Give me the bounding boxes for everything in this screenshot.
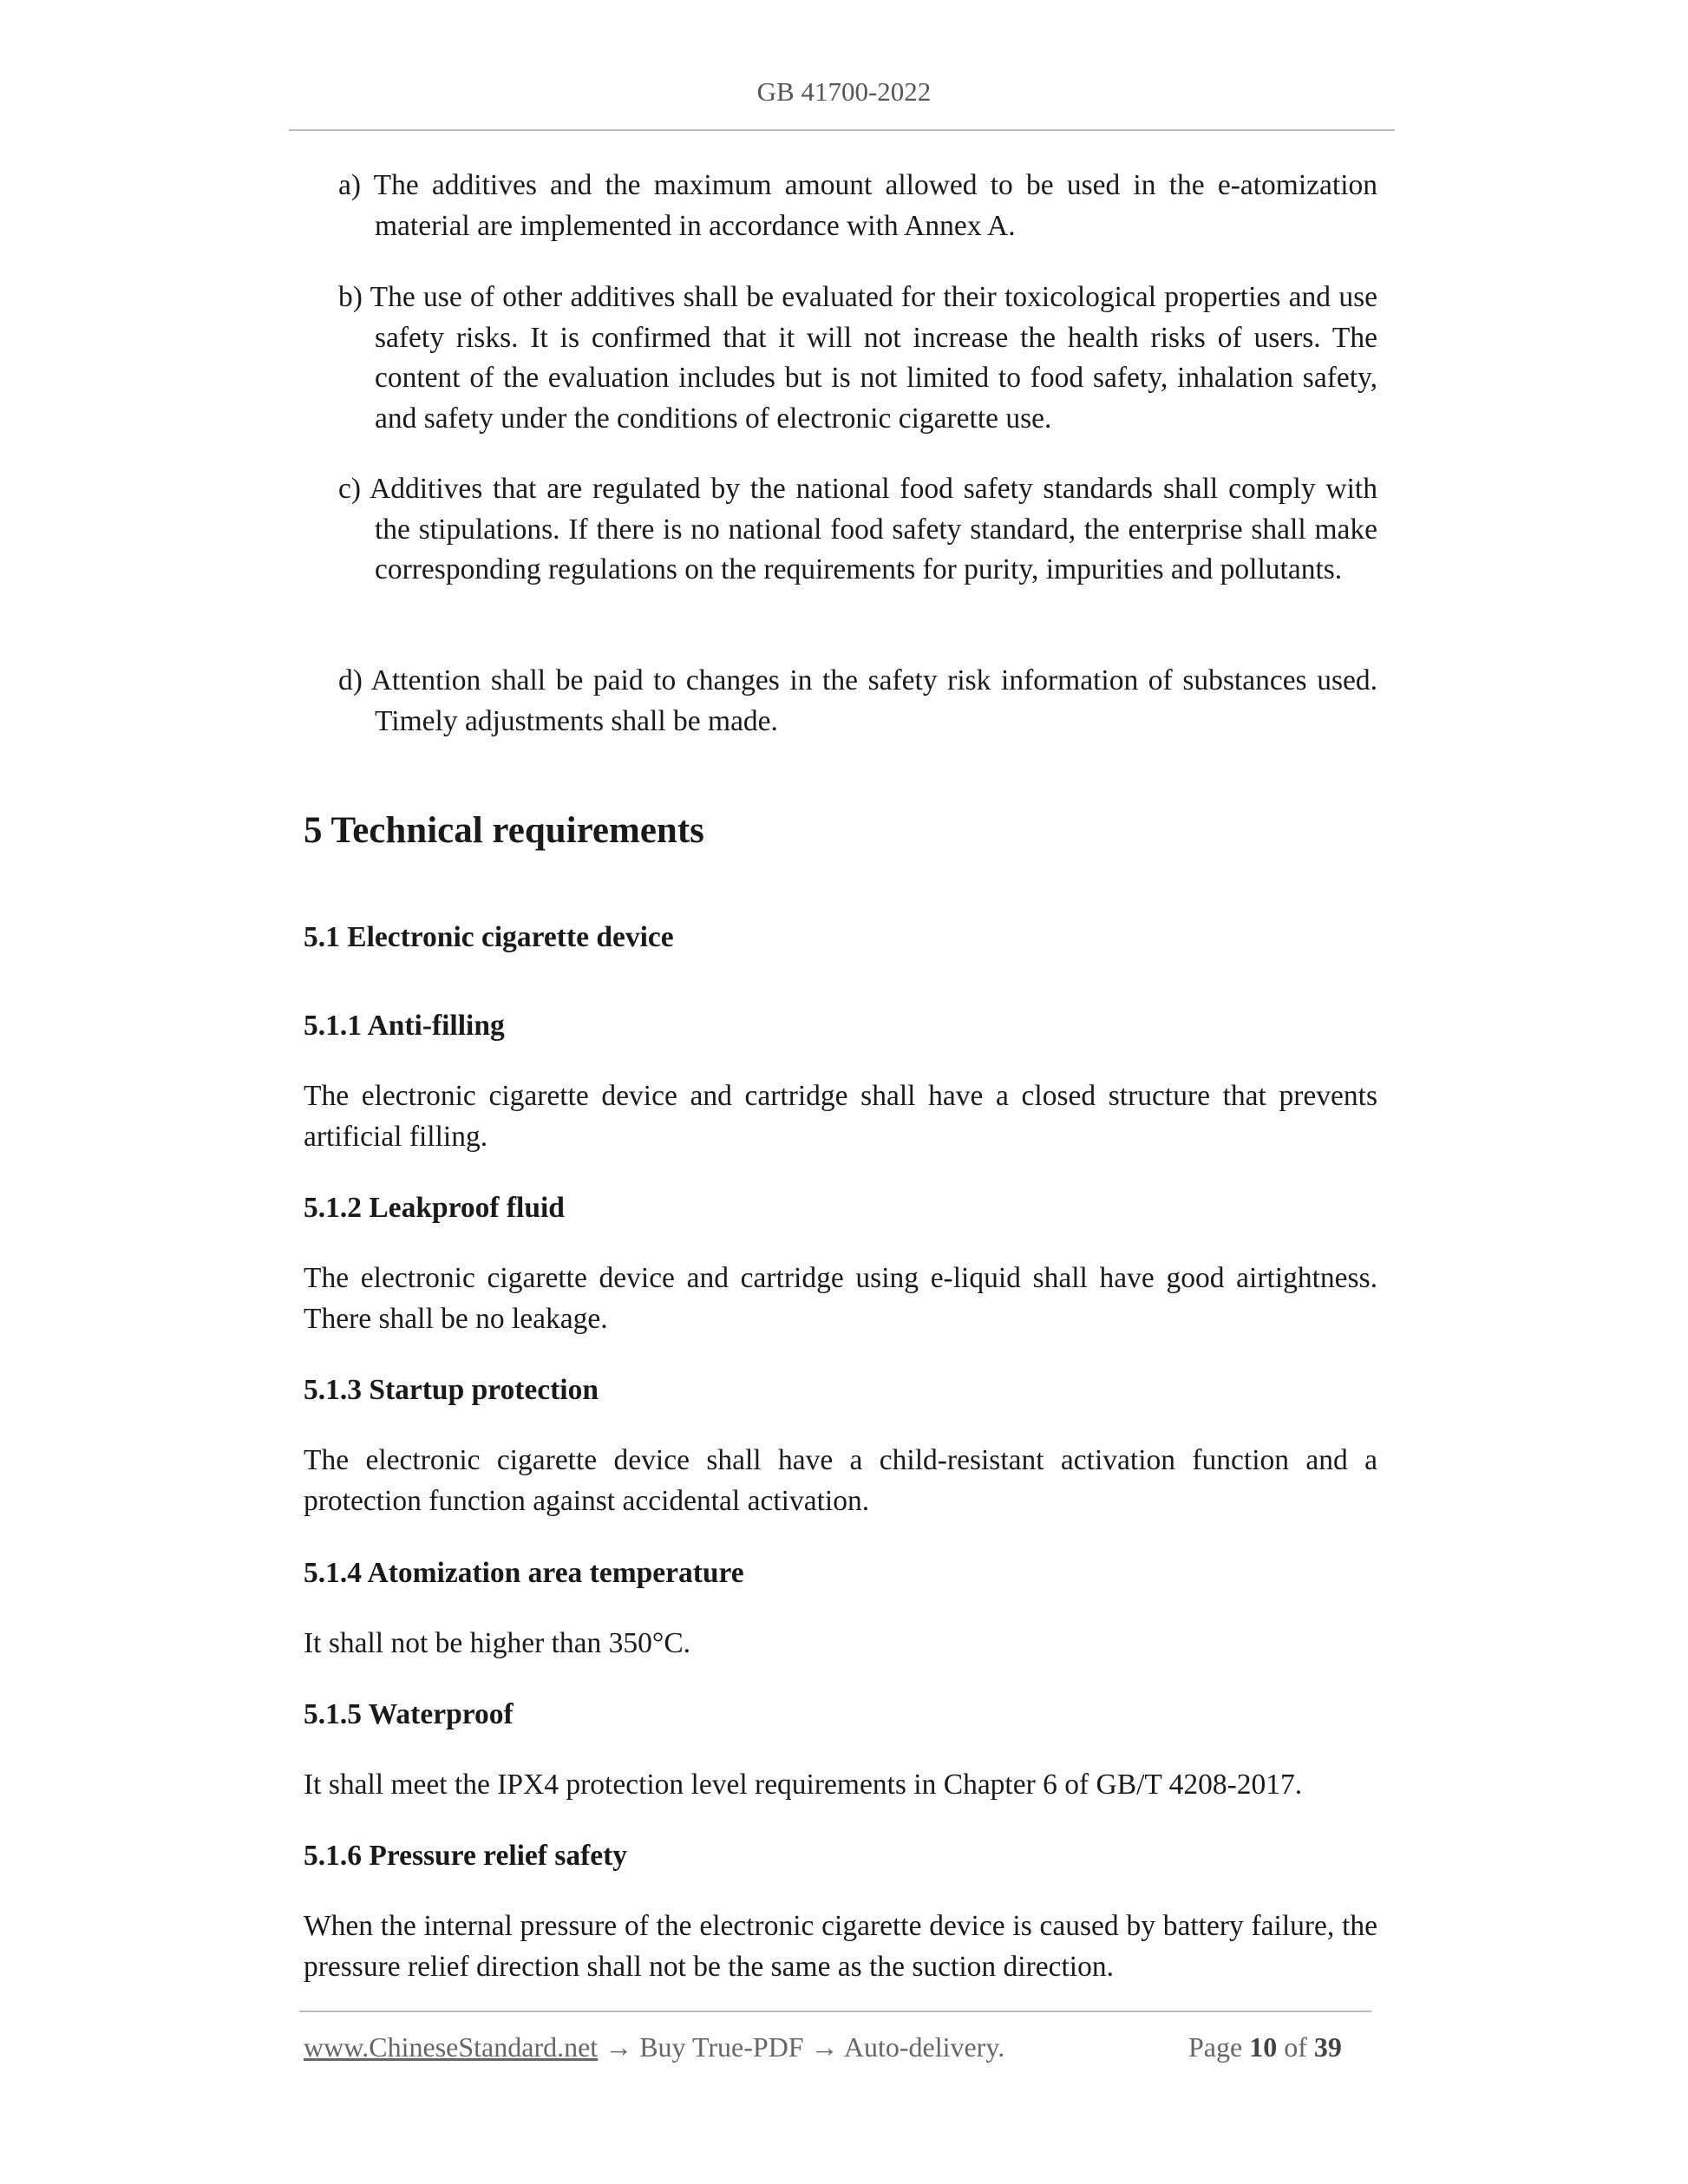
header-divider	[289, 129, 1395, 131]
section-5-heading: 5 Technical requirements	[304, 810, 704, 851]
of-label: of	[1284, 2031, 1307, 2063]
list-item-b: b) The use of other additives shall be evaluated for their toxicological properties and use safety risks. It is confirmed that it will not increase the health risks of users. The content of the evaluation includes but is not limited to food safety, inhalation safety, and safety under the conditions of electronic cigarette use.	[338, 281, 1377, 435]
page-label: Page	[1188, 2031, 1243, 2063]
page-indicator	[1188, 2031, 1342, 2063]
section-5-1-4-heading: 5.1.4 Atomization area temperature	[304, 1557, 744, 1589]
section-5-1-6-text: When the internal pressure of the electronic cigarette device is caused by battery failure, the pressure relief direction shall not be the same as the suction direction.	[304, 1910, 1377, 1983]
list-item-a: a) The additives and the maximum amount allowed to be used in the e-atomization material are implemented in accordance with Annex A.	[338, 169, 1377, 242]
footer-promo-text: → Buy True-PDF → Auto-delivery.	[598, 2031, 1005, 2063]
footer-promo	[304, 2031, 1004, 2063]
section-5-1-5-heading: 5.1.5 Waterproof	[304, 1698, 514, 1730]
list-item-d: d) Attention shall be paid to changes in the safety risk information of substances used. Timely adjustments shall be made.	[338, 664, 1377, 737]
section-5-1-3-text: The electronic cigarette device shall have a child-resistant activation function and a protection function against accidental activation.	[304, 1444, 1377, 1517]
current-page-number: 10	[1249, 2031, 1278, 2063]
document-id-header: GB 41700-2022	[756, 76, 932, 107]
section-5-1-1-heading: 5.1.1 Anti-filling	[304, 1010, 505, 1042]
section-5-1-6-heading: 5.1.6 Pressure relief safety	[304, 1840, 628, 1872]
section-5-1-2-text: The electronic cigarette device and cartridge using e-liquid shall have good airtightness. There shall be no leakage.	[304, 1262, 1377, 1335]
website-link[interactable]: www.ChineseStandard.net	[304, 2031, 599, 2063]
footer-divider	[299, 2011, 1371, 2012]
section-5-1-3-heading: 5.1.3 Startup protection	[304, 1374, 599, 1406]
section-5-1-heading: 5.1 Electronic cigarette device	[304, 921, 674, 953]
section-5-1-2-heading: 5.1.2 Leakproof fluid	[304, 1192, 565, 1224]
section-5-1-1-text: The electronic cigarette device and cartridge shall have a closed structure that prevents artificial filling.	[304, 1080, 1377, 1153]
section-5-1-4-text: It shall not be higher than 350°C.	[304, 1627, 691, 1659]
total-page-number: 39	[1313, 2031, 1342, 2063]
section-5-1-5-text: It shall meet the IPX4 protection level requirements in Chapter 6 of GB/T 4208-2017.	[304, 1769, 1303, 1801]
list-item-c: c) Additives that are regulated by the national food safety standards shall comply with the stipulations. If there is no national food safety standard, the enterprise shall make corresponding regulations on the requirements for purity, impurities and pollutants.	[338, 473, 1377, 585]
